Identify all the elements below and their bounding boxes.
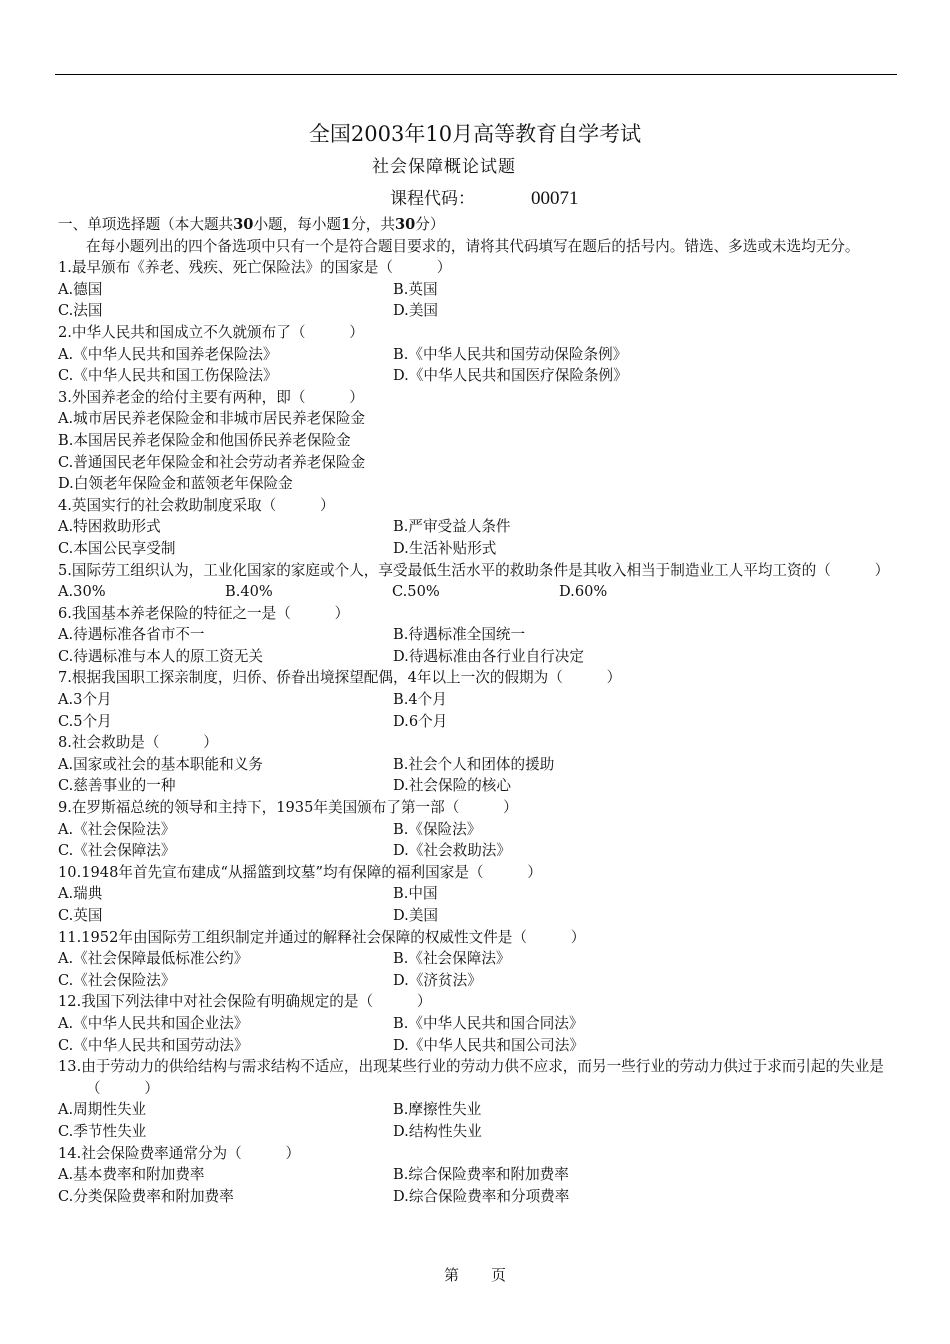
option-row [58, 970, 898, 992]
option-row [58, 689, 898, 711]
option-b: B.中国 [393, 885, 438, 903]
option-row [58, 279, 898, 301]
option-a: A.《中华人民共和国企业法》 [58, 1014, 249, 1032]
question-stem: 6.我国基本养老保险的特征之一是（ ） [58, 604, 350, 622]
option-row [58, 819, 898, 841]
option-row [58, 840, 898, 862]
option-b: B.社会个人和团体的援助 [393, 755, 555, 773]
option-a: A.周期性失业 [58, 1101, 147, 1119]
page-subtitle: 社会保障概论试题 [372, 157, 516, 177]
option-d: D.《中华人民共和国医疗保险条例》 [393, 367, 628, 385]
option-row [58, 344, 898, 366]
question-stem: 11.1952年由国际劳工组织制定并通过的解释社会保障的权威性文件是（ ） [58, 928, 586, 946]
option-row [58, 948, 898, 970]
option-row [58, 711, 898, 733]
option-a: A.《中华人民共和国养老保险法》 [58, 345, 278, 363]
option-row [58, 775, 898, 797]
option-d: D.《济贫法》 [393, 971, 482, 989]
option-c: C.普通国民老年保险金和社会劳动者养老保险金 [58, 453, 366, 471]
question-stem: 5.国际劳工组织认为，工业化国家的家庭或个人，享受最低生活水平的救助条件是其收入相当于制造业工人平均工资的（ ） [58, 561, 890, 579]
option-c: C.50% [392, 583, 440, 601]
option-row [58, 754, 898, 776]
page-title: 全国2003年10月高等教育自学考试 [308, 122, 642, 146]
option-c: C.法国 [58, 302, 103, 320]
question-stem: 10.1948年首先宣布建成“从摇篮到坟墓”均有保障的福利国家是（ ） [58, 863, 542, 881]
option-b: B.《中华人民共和国劳动保险条例》 [393, 345, 628, 363]
option-row [58, 581, 898, 603]
option-b: B.英国 [393, 280, 438, 298]
option-a: A.待遇标准各省市不一 [58, 626, 205, 644]
option-d: D.综合保险费率和分项费率 [393, 1187, 570, 1205]
option-a: A.基本费率和附加费率 [58, 1166, 205, 1184]
option-d: D.美国 [393, 302, 439, 320]
question-stem: 13.由于劳动力的供给结构与需求结构不适应，出现某些行业的劳动力供不应求，而另一些行业的劳动力供过于求而引起的失业是（ ） [58, 1058, 884, 1097]
option-d: D.美国 [393, 907, 439, 924]
question-stem: 4.英国实行的社会救助制度采取（ ） [58, 496, 335, 514]
option-b: B.严审受益人条件 [393, 518, 511, 536]
option-c: C.5个月 [58, 712, 112, 730]
question-stem: 8.社会救助是（ ） [58, 734, 218, 752]
option-a: A.德国 [58, 280, 103, 298]
course-code-label: 课程代码： [390, 189, 475, 209]
option-c: C.《社会保险法》 [58, 971, 176, 989]
option-row [58, 905, 898, 927]
option-c: C.季节性失业 [58, 1122, 147, 1140]
question-stem: 3.外国养老金的给付主要有两种，即（ ） [58, 388, 364, 406]
option-a: A.《社会保障最低标准公约》 [58, 950, 249, 968]
option-c: C.本国公民享受制 [58, 539, 176, 557]
option-row [58, 1164, 898, 1186]
option-c: C.《社会保障法》 [58, 842, 176, 860]
option-b: B.综合保险费率和附加费率 [393, 1166, 569, 1184]
question-stem: 12.我国下列法律中对社会保险有明确规定的是（ ） [58, 993, 432, 1011]
option-c: C.《中华人民共和国劳动法》 [58, 1036, 249, 1054]
section-instruction: 在每小题列出的四个备选项中只有一个是符合题目要求的，请将其代码填写在题后的括号内。错选、多选或未选均无分。 [86, 237, 860, 255]
option-d: D.6个月 [393, 712, 448, 730]
option-c: C.分类保险费率和附加费率 [58, 1187, 234, 1205]
option-row [58, 1121, 898, 1143]
option-d: D.生活补贴形式 [393, 539, 497, 557]
option-a: A.城市居民养老保险金和非城市居民养老保险金 [58, 410, 366, 428]
option-d: D.待遇标准由各行业自行决定 [393, 647, 584, 665]
option-d: D.《中华人民共和国公司法》 [393, 1036, 584, 1054]
option-b: B.摩擦性失业 [393, 1101, 482, 1119]
option-a: A.30% [58, 583, 106, 601]
option-d: D.60% [559, 583, 608, 601]
option-d: D.结构性失业 [393, 1122, 482, 1140]
option-d: D.白领老年保险金和蓝领老年保险金 [58, 475, 293, 493]
section-heading: 一、单项选择题（本大题共30小题，每小题1分，共30分） [58, 216, 445, 233]
option-b: B.待遇标准全国统一 [393, 626, 526, 644]
question-stem: 1.最早颁布《养老、残疾、死亡保险法》的国家是（ ） [58, 259, 452, 277]
option-b: B.4个月 [393, 691, 447, 709]
option-c: C.慈善事业的一种 [58, 777, 176, 795]
option-row [58, 1035, 898, 1057]
question-stem: 9.在罗斯福总统的领导和主持下，1935年美国颁布了第一部（ ） [58, 799, 518, 817]
course-code-line [390, 184, 579, 210]
option-d: D.《社会救助法》 [393, 842, 511, 860]
option-row [58, 365, 898, 387]
course-code: 00071 [531, 188, 579, 209]
option-row [58, 300, 898, 322]
option-row [58, 624, 898, 646]
option-a: A.国家或社会的基本职能和义务 [58, 755, 263, 773]
option-b: B.40% [225, 583, 273, 601]
option-row [58, 1186, 898, 1208]
footer-right: 页 [491, 1266, 507, 1284]
option-row [58, 646, 898, 668]
top-rule [55, 74, 897, 75]
option-a: A.瑞典 [58, 885, 103, 903]
exam-content [58, 214, 898, 1207]
option-row [58, 883, 898, 905]
option-c: C.待遇标准与本人的原工资无关 [58, 647, 264, 665]
option-a: A.3个月 [58, 691, 112, 709]
question-stem: 2.中华人民共和国成立不久就颁布了（ ） [58, 323, 364, 341]
option-b: B.本国居民养老保险金和他国侨民养老保险金 [58, 431, 351, 449]
question-stem: 7.根据我国职工探亲制度，归侨、侨眷出境探望配偶，4年以上一次的假期为（ ） [58, 669, 622, 687]
option-b: B.《保险法》 [393, 820, 482, 838]
option-c: C.《中华人民共和国工伤保险法》 [58, 367, 278, 385]
option-row [58, 1099, 898, 1121]
option-a: A.《社会保险法》 [58, 820, 176, 838]
option-row [58, 1013, 898, 1035]
page-footer [0, 1264, 950, 1285]
option-b: B.《社会保障法》 [393, 950, 511, 968]
option-a: A.特困救助形式 [58, 518, 161, 536]
option-row [58, 538, 898, 560]
option-c: C.英国 [58, 907, 103, 924]
footer-left: 第 [443, 1266, 459, 1284]
option-b: B.《中华人民共和国合同法》 [393, 1014, 584, 1032]
option-row [58, 516, 898, 538]
question-stem: 14.社会保险费率通常分为（ ） [58, 1144, 301, 1162]
option-d: D.社会保险的核心 [393, 777, 511, 795]
